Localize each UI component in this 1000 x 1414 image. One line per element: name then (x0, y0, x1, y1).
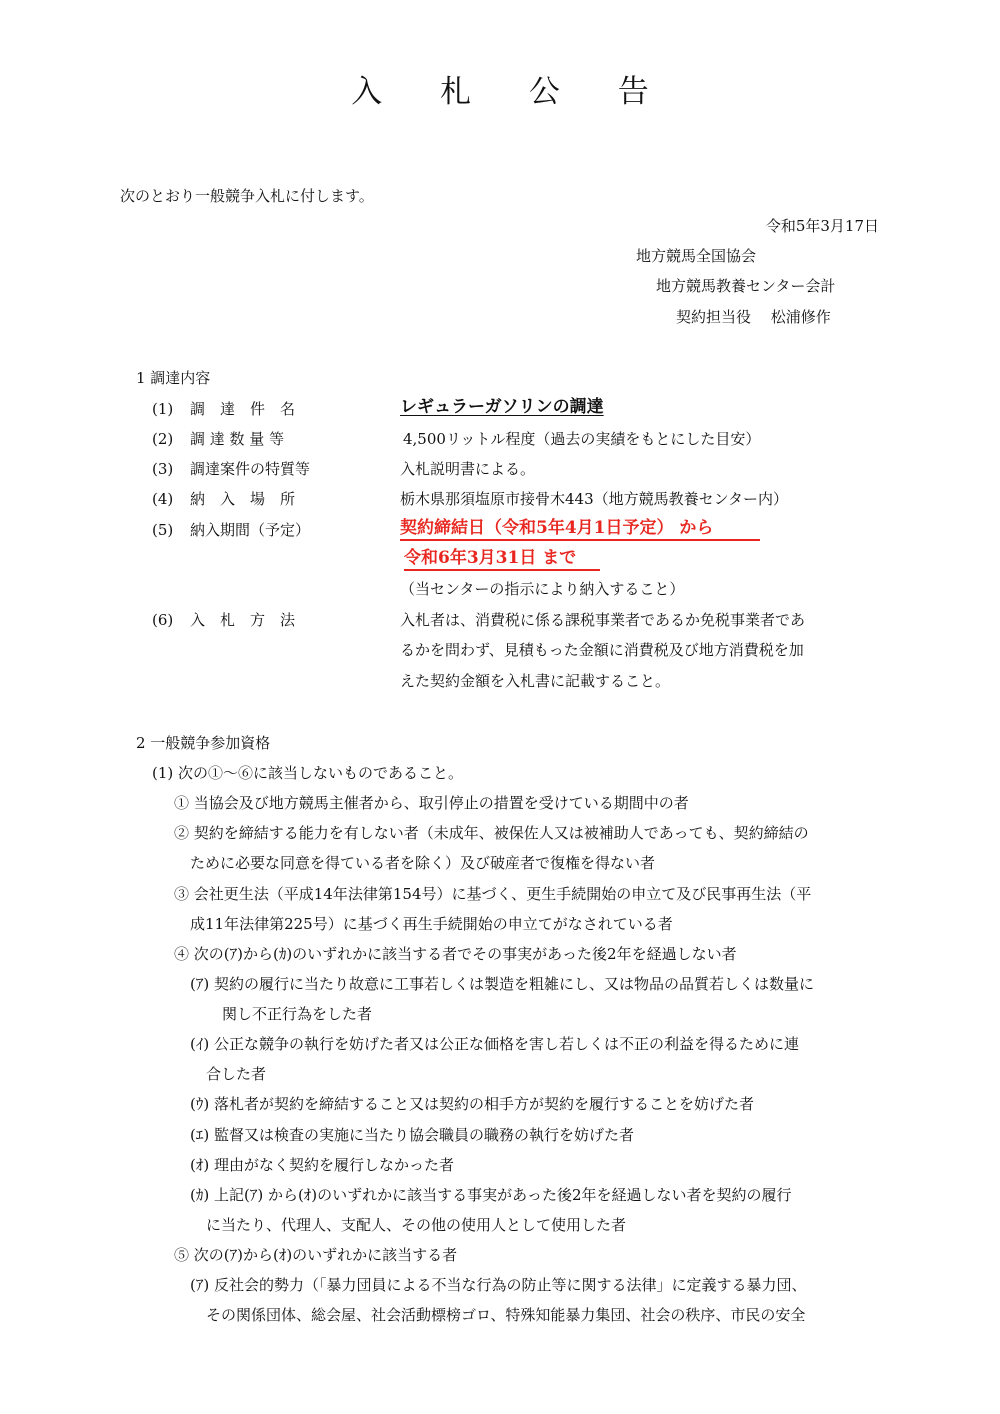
qual-line: ② 契約を締結する能力を有しない者（未成年、被保佐人又は被補助人であっても、契約締結の (174, 824, 809, 842)
qual-line: (ｶ) 上記(ｱ) から(ｵ)のいずれかに該当する事実があった後2年を経過しない者を契約の履行 (190, 1186, 792, 1204)
item3-value: 入札説明書による。 (400, 460, 536, 478)
item1-value: レギュラーガソリンの調達 (400, 397, 604, 417)
qual-line: (ｵ) 理由がなく契約を履行しなかった者 (190, 1156, 454, 1174)
qual-line: 合した者 (206, 1065, 267, 1083)
item5-value-line1: 契約締結日（令和5年4月1日予定） から (400, 518, 760, 541)
issuer-dept: 地方競馬教養センター会計 (656, 277, 836, 295)
section2-heading: 2 一般競争参加資格 (136, 734, 271, 752)
qual-line: (ｱ) 反社会的勢力（「暴力団員による不当な行為の防止等に関する法律」に定義する暴力団、 (190, 1276, 807, 1294)
qual-line: ために必要な同意を得ている者を除く）及び破産者で復権を得ない者 (190, 854, 656, 872)
item5-value-line2: 令和6年3月31日 まで (404, 548, 600, 571)
item5-no: (5) (152, 521, 174, 539)
item6-no: (6) (152, 611, 174, 629)
qual-line: 成11年法律第225号）に基づく再生手続開始の申立てがなされている者 (190, 915, 673, 933)
item2-value: 4,500リットル程度（過去の実績をもとにした目安） (403, 430, 761, 448)
item4-label: 納 入 場 所 (190, 490, 296, 508)
qual-line: ③ 会社更生法（平成14年法律第154号）に基づく、更生手続開始の申立て及び民事再生法（平 (174, 885, 812, 903)
qual-line: に当たり、代理人、支配人、その他の使用人として使用した者 (206, 1216, 627, 1234)
item6-value-line1: 入札者は、消費税に係る課税事業者であるか免税事業者であ (400, 611, 806, 629)
item1-label: 調 達 件 名 (190, 400, 296, 418)
qual-line: その関係団体、総会屋、社会活動標榜ゴロ、特殊知能暴力集団、社会の秩序、市民の安全 (206, 1306, 806, 1324)
qual-line: (ｴ) 監督又は検査の実施に当たり協会職員の職務の執行を妨げた者 (190, 1126, 634, 1144)
item3-no: (3) (152, 460, 174, 478)
intro-text: 次のとおり一般競争入札に付します。 (120, 187, 374, 205)
qual-line: ① 当協会及び地方競馬主催者から、取引停止の措置を受けている期間中の者 (174, 794, 689, 812)
page-title: 入 札 公 告 (351, 74, 673, 110)
notice-date: 令和5年3月17日 (765, 217, 879, 235)
item3-label: 調達案件の特質等 (190, 460, 311, 478)
item2-no: (2) (152, 430, 174, 448)
qual-line: (ｲ) 公正な競争の執行を妨げた者又は公正な価格を害し若しくは不正の利益を得るために連 (190, 1035, 799, 1053)
item5-label: 納入期間（予定） (190, 521, 311, 539)
qual-line: ④ 次の(ｱ)から(ｶ)のいずれかに該当する者でその事実があった後2年を経過しない者 (174, 945, 737, 963)
item5-value-note: （当センターの指示により納入すること） (400, 580, 685, 598)
item4-no: (4) (152, 490, 174, 508)
qual-line: (1) 次の①～⑥に該当しないものであること。 (152, 764, 464, 782)
qual-line: (ｱ) 契約の履行に当たり故意に工事若しくは製造を粗雑にし、又は物品の品質若しくは数量に (190, 975, 814, 993)
item4-value: 栃木県那須塩原市接骨木443（地方競馬教養センター内） (400, 490, 789, 508)
qual-line: 関し不正行為をした者 (222, 1005, 373, 1023)
item6-label: 入 札 方 法 (190, 611, 296, 629)
issuer-officer: 契約担当役 松浦修作 (676, 308, 831, 326)
item6-value-line2: るかを問わず、見積もった金額に消費税及び地方消費税を加 (400, 641, 804, 659)
issuer-org: 地方競馬全国協会 (636, 247, 757, 265)
item2-label: 調 達 数 量 等 (190, 430, 285, 448)
qual-line: ⑤ 次の(ｱ)から(ｵ)のいずれかに該当する者 (174, 1246, 458, 1264)
item6-value-line3: えた契約金額を入札書に記載すること。 (400, 672, 671, 690)
section1-heading: 1 調達内容 (136, 369, 211, 387)
qual-line: (ｳ) 落札者が契約を締結すること又は契約の相手方が契約を履行することを妨げた者 (190, 1095, 754, 1113)
item1-no: (1) (152, 400, 174, 418)
